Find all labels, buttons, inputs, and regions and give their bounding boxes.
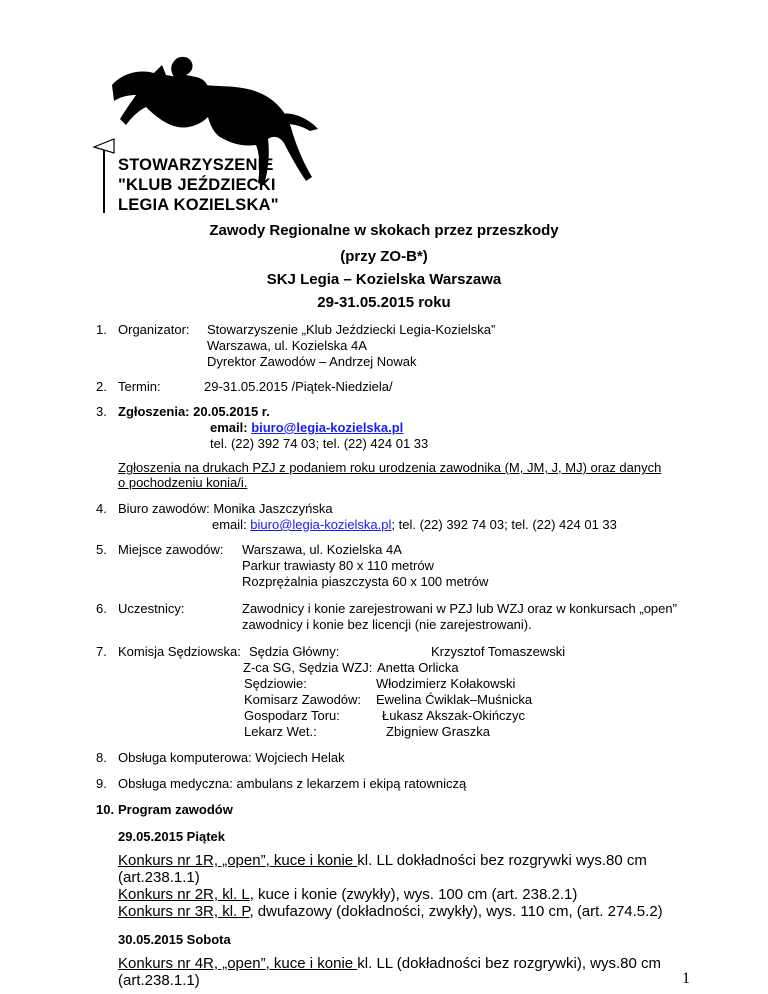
- entries-phone: tel. (22) 392 74 03; tel. (22) 424 01 33: [210, 436, 429, 451]
- section-8-number: 8.: [96, 750, 107, 765]
- judge-role: Lekarz Wet.:: [244, 724, 317, 739]
- entries-email-line: [210, 420, 403, 435]
- venue-warmup: Rozprężalnia piaszczysta 60 x 100 metrów: [242, 574, 489, 589]
- day-1-heading: 29.05.2015 Piątek: [118, 829, 225, 844]
- computer-service: Obsługa komputerowa: Wojciech Helak: [118, 750, 345, 765]
- competition-3: [118, 903, 663, 920]
- logo-text-line-3: LEGIA KOZIELSKA": [118, 196, 279, 214]
- competition-2: [118, 886, 577, 903]
- venue-arena: Parkur trawiasty 80 x 110 metrów: [242, 558, 434, 573]
- competition-4: [118, 955, 661, 972]
- email-prefix: email:: [210, 420, 252, 435]
- section-6-label: Uczestnicy:: [118, 601, 185, 616]
- section-10-number: 10.: [96, 802, 115, 817]
- competition-4-article: (art.238.1.1): [118, 972, 200, 989]
- entries-note-line-1: Zgłoszenia na drukach PZJ z podaniem roku urodzenia zawodnika (M, JM, J, MJ) oraz danych: [118, 460, 662, 475]
- judge-name: Anetta Orlicka: [377, 660, 459, 675]
- section-3-number: 3.: [96, 404, 107, 419]
- judge-name: Włodzimierz Kołakowski: [376, 676, 516, 691]
- entries-note-line-2: o pochodzeniu konia/i.: [118, 475, 248, 490]
- section-1-number: 1.: [96, 322, 107, 337]
- competition-2-title: Konkurs nr 2R, kl. L: [118, 886, 250, 903]
- organizer-name: Stowarzyszenie „Klub Jeździecki Legia-Kozielska”: [207, 322, 496, 337]
- competition-1-details: kl. LL dokładności bez rozgrywki wys.80 cm: [357, 852, 647, 869]
- event-venue: SKJ Legia – Kozielska Warszawa: [266, 271, 502, 288]
- participants-line-2: zawodnicy i konie bez licencji (nie zarejestrowani).: [242, 617, 532, 632]
- office-email-prefix: email:: [212, 517, 251, 532]
- section-3-label: Zgłoszenia: 20.05.2015 r.: [118, 404, 270, 419]
- event-dates: 29-31.05.2015 roku: [317, 294, 451, 311]
- judge-role: Sędziowie:: [244, 676, 307, 691]
- logo-text-line-2: "KLUB JEŹDZIECKI: [118, 176, 276, 194]
- judge-role: Sędzia Główny:: [249, 644, 340, 659]
- day-2-heading: 30.05.2015 Sobota: [118, 932, 231, 947]
- section-1-label: Organizator:: [118, 322, 190, 337]
- office-phone: ; tel. (22) 392 74 03; tel. (22) 424 01 33: [391, 517, 617, 532]
- section-2-number: 2.: [96, 379, 107, 394]
- section-5-label: Miejsce zawodów:: [118, 542, 224, 557]
- office-contact-line: [212, 517, 617, 532]
- organizer-address: Warszawa, ul. Kozielska 4A: [207, 338, 367, 353]
- competition-1-title: Konkurs nr 1R, „open”, kuce i konie: [118, 852, 358, 869]
- venue-address: Warszawa, ul. Kozielska 4A: [242, 542, 402, 557]
- competition-1-article: (art.238.1.1): [118, 869, 200, 886]
- section-4-number: 4.: [96, 501, 107, 516]
- office-email-link[interactable]: biuro@legia-kozielska.pl: [250, 517, 392, 532]
- office-label: Biuro zawodów: Monika Jaszczyńska: [118, 501, 333, 516]
- judge-name: Krzysztof Tomaszewski: [431, 644, 566, 659]
- competition-1: [118, 852, 647, 869]
- medical-service: Obsługa medyczna: ambulans z lekarzem i ekipą ratowniczą: [118, 776, 467, 791]
- event-subtitle: (przy ZO-B*): [340, 248, 428, 265]
- page-number: 1: [682, 970, 690, 987]
- section-2-label: Termin:: [118, 379, 161, 394]
- competition-2-details: , kuce i konie (zwykły), wys. 100 cm (art. 238.2.1): [249, 886, 578, 903]
- judge-role: Komisarz Zawodów:: [244, 692, 362, 707]
- event-title: Zawody Regionalne w skokach przez przeszkody: [209, 222, 559, 239]
- event-term: 29-31.05.2015 /Piątek-Niedziela/: [204, 379, 393, 394]
- judge-role: Gospodarz Toru:: [244, 708, 340, 723]
- organizer-director: Dyrektor Zawodów – Andrzej Nowak: [207, 354, 417, 369]
- program-heading: Program zawodów: [118, 802, 233, 817]
- section-7-label: Komisja Sędziowska:: [118, 644, 241, 659]
- competition-4-details: kl. LL (dokładności bez rozgrywki), wys.80 cm: [357, 955, 662, 972]
- judge-name: Zbigniew Graszka: [386, 724, 491, 739]
- section-5-number: 5.: [96, 542, 107, 557]
- judge-name: Ewelina Ćwiklak–Muśnicka: [376, 692, 533, 707]
- section-6-number: 6.: [96, 601, 107, 616]
- logo-text-line-1: STOWARZYSZENIE: [118, 156, 274, 174]
- section-7-number: 7.: [96, 644, 107, 659]
- competition-4-title: Konkurs nr 4R, „open”, kuce i konie: [118, 955, 358, 972]
- competition-3-details: , dwufazowy (dokładności, zwykły), wys. 110 cm, (art. 274.5.2): [249, 903, 663, 920]
- participants-line-1: Zawodnicy i konie zarejestrowani w PZJ lub WZJ oraz w konkursach „open”: [242, 601, 677, 616]
- judge-name: Łukasz Akszak-Okińczyc: [382, 708, 526, 723]
- judge-role: Z-ca SG, Sędzia WZJ:: [243, 660, 373, 675]
- entries-email-link[interactable]: biuro@legia-kozielska.pl: [251, 420, 404, 435]
- section-9-number: 9.: [96, 776, 107, 791]
- competition-3-title: Konkurs nr 3R, kl. P: [118, 903, 250, 920]
